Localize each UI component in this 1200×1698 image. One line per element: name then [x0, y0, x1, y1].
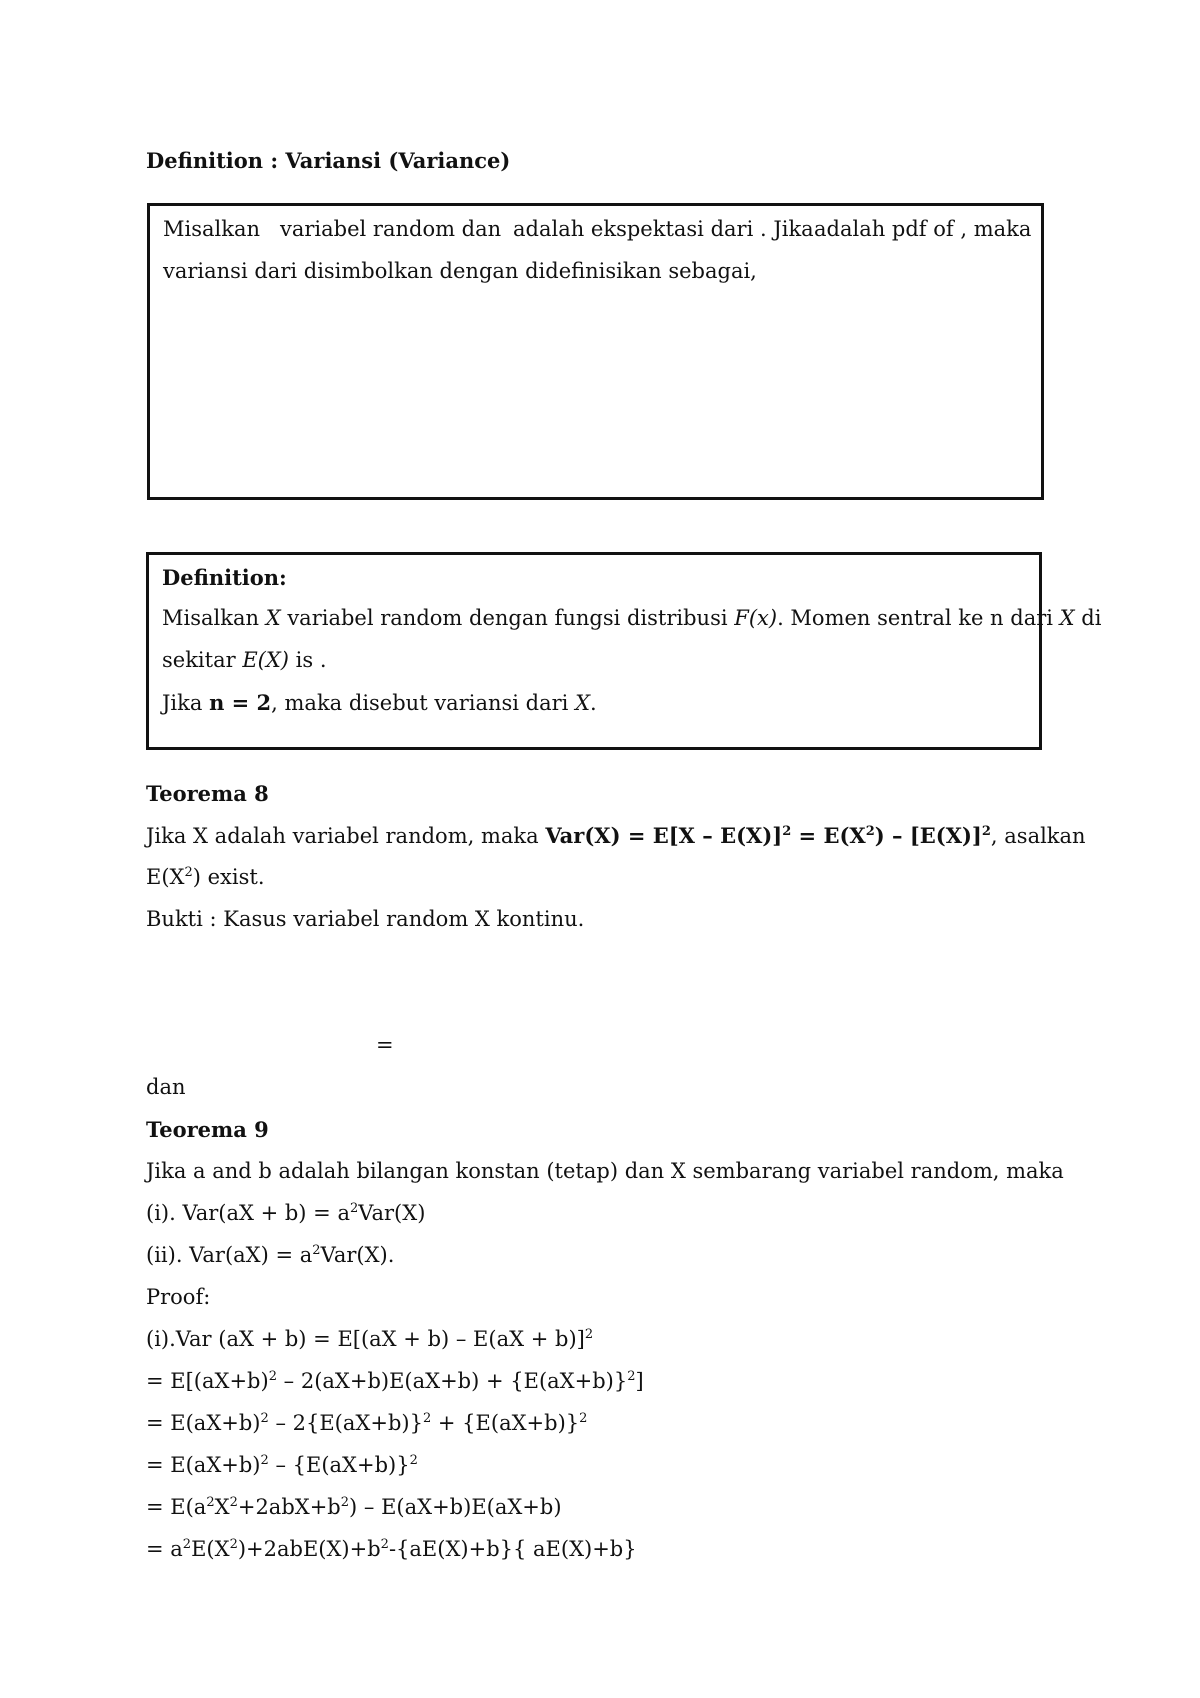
teorema8-heading: Teorema 8 — [146, 781, 269, 806]
proof-step-3: = $E(aX+b)^2 - 2\{E(aX+b)\}^2 + \{E(aX+b)\}^2$ — [146, 1411, 588, 1435]
proof-step-4: = $E(aX+b)^2 - \{E(aX+b)\}^2$ — [146, 1453, 418, 1477]
proof-step-6: = $a^2E(X^2)+2abE(X)+b^2-\{aE(X)+b\}${ aE(X)+b} — [146, 1537, 637, 1561]
box1-line1-b: variabel random dan — [280, 217, 502, 241]
definition-box-variance — [147, 203, 1044, 500]
teorema8-statement-line2: $E(X^2)$ exist. — [146, 865, 265, 889]
teorema9-item-i: (i). $Var(aX + b) = a^2Var(X)$ — [146, 1201, 426, 1225]
proof-step-5: = $E(a^2X^2+2abX+b^2) - E(aX+b)E(aX+b)$ — [146, 1495, 562, 1519]
box2-line2: sekitar E(X) is . — [162, 648, 327, 672]
teorema9-heading: Teorema 9 — [146, 1117, 269, 1142]
proof-step-1: (i).Var $(aX + b) = E[(aX + b) - E(aX + b)]^2$ — [146, 1327, 594, 1351]
box1-line1-d: adalah pdf of , maka — [814, 217, 1032, 241]
teorema8-equals-sign: = — [376, 1033, 394, 1057]
box2-heading: Definition: — [162, 565, 287, 590]
teorema8-dan: dan — [146, 1075, 186, 1099]
definition-title: Definition : Variansi (Variance) — [146, 148, 511, 173]
teorema9-item-ii: (ii). $Var(aX) = a^2Var(X)$. — [146, 1243, 395, 1267]
box1-line1-c: adalah ekspektasi dari . Jika — [513, 217, 814, 241]
proof-step-2: = $E[(aX+b)^2 - 2(aX+b)E(aX+b) + \{E(aX+b)\}^2]$ — [146, 1369, 644, 1393]
box1-line2: variansi dari disimbolkan dengan didefinisikan sebagai, — [163, 259, 757, 283]
teorema8-statement-line1: Jika X adalah variabel random, maka $Var(X) = E[X - E(X)]^2 = E(X^2) - [E(X)]^2$, asalkan — [146, 823, 1086, 848]
box2-line3: Jika n = 2, maka disebut variansi dari X. — [162, 690, 597, 715]
teorema8-bukti: Bukti : Kasus variabel random X kontinu. — [146, 907, 585, 931]
box2-line1: Misalkan X variabel random dengan fungsi distribusi F(x). Momen sentral ke n dari X di — [162, 606, 1102, 630]
teorema9-intro: Jika a and b adalah bilangan konstan (tetap) dan X sembarang variabel random, maka — [146, 1159, 1064, 1183]
teorema9-proof-label: Proof: — [146, 1285, 211, 1309]
box1-line1-a: Misalkan — [163, 217, 261, 241]
